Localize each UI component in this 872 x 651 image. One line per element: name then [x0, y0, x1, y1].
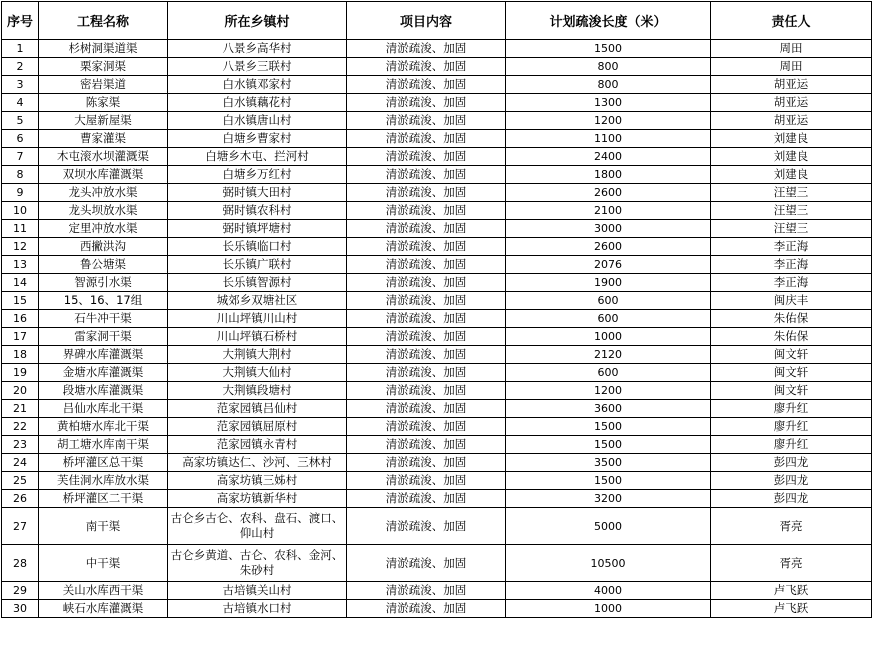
row-no: 5	[2, 112, 39, 130]
row-location: 范家园镇永青村	[168, 436, 347, 454]
row-location: 古培镇水口村	[168, 600, 347, 618]
row-no: 3	[2, 76, 39, 94]
table-row	[2, 454, 872, 472]
row-project-name: 桥坪灌区二干渠	[39, 490, 168, 508]
row-location: 川山坪镇石桥村	[168, 328, 347, 346]
row-no: 13	[2, 256, 39, 274]
row-length: 1500	[506, 436, 711, 454]
row-project-name: 关山水库西干渠	[39, 582, 168, 600]
row-location: 范家园镇吕仙村	[168, 400, 347, 418]
row-length: 800	[506, 76, 711, 94]
row-content: 清淤疏浚、加固	[347, 58, 506, 76]
row-person: 廖升红	[711, 436, 872, 454]
row-no: 4	[2, 94, 39, 112]
row-location: 城郊乡双塘社区	[168, 292, 347, 310]
row-location: 高家坊镇新华村	[168, 490, 347, 508]
row-content: 清淤疏浚、加固	[347, 292, 506, 310]
header-project-name: 工程名称	[39, 2, 168, 40]
row-project-name: 段塘水库灌溉渠	[39, 382, 168, 400]
row-content: 清淤疏浚、加固	[347, 130, 506, 148]
row-location: 弼时镇坪塘村	[168, 220, 347, 238]
row-person: 廖升红	[711, 400, 872, 418]
row-person: 闽文轩	[711, 382, 872, 400]
row-project-name: 中干渠	[39, 545, 168, 582]
table-row	[2, 328, 872, 346]
row-location: 古仑乡古仑、农科、盘石、渡口、仰山村	[168, 508, 347, 545]
row-content: 清淤疏浚、加固	[347, 274, 506, 292]
row-project-name: 桥坪灌区总干渠	[39, 454, 168, 472]
row-length: 600	[506, 310, 711, 328]
row-no: 15	[2, 292, 39, 310]
row-location: 范家园镇屈原村	[168, 418, 347, 436]
row-person: 汪望三	[711, 220, 872, 238]
row-no: 24	[2, 454, 39, 472]
table-row	[2, 166, 872, 184]
row-project-name: 南干渠	[39, 508, 168, 545]
row-person: 胥亮	[711, 508, 872, 545]
row-no: 14	[2, 274, 39, 292]
row-content: 清淤疏浚、加固	[347, 490, 506, 508]
table-row	[2, 148, 872, 166]
row-content: 清淤疏浚、加固	[347, 40, 506, 58]
row-length: 2600	[506, 184, 711, 202]
row-location: 弼时镇农科村	[168, 202, 347, 220]
row-person: 胡亚运	[711, 112, 872, 130]
row-length: 4000	[506, 582, 711, 600]
canal-dredging-table	[1, 1, 872, 618]
row-no: 2	[2, 58, 39, 76]
row-person: 闽文轩	[711, 364, 872, 382]
row-length: 800	[506, 58, 711, 76]
row-length: 2076	[506, 256, 711, 274]
row-location: 古仑乡黄道、古仑、农科、金河、朱砂村	[168, 545, 347, 582]
row-no: 21	[2, 400, 39, 418]
row-person: 刘建良	[711, 148, 872, 166]
row-location: 白水镇唐山村	[168, 112, 347, 130]
row-length: 5000	[506, 508, 711, 545]
table-row	[2, 256, 872, 274]
header-person: 责任人	[711, 2, 872, 40]
row-location: 八景乡三联村	[168, 58, 347, 76]
row-length: 1200	[506, 112, 711, 130]
row-no: 19	[2, 364, 39, 382]
row-project-name: 陈家渠	[39, 94, 168, 112]
row-no: 11	[2, 220, 39, 238]
row-length: 3500	[506, 454, 711, 472]
row-no: 20	[2, 382, 39, 400]
row-project-name: 双坝水库灌溉渠	[39, 166, 168, 184]
row-length: 1800	[506, 166, 711, 184]
row-location: 高家坊镇达仁、沙河、三林村	[168, 454, 347, 472]
row-length: 1000	[506, 600, 711, 618]
row-person: 李正海	[711, 274, 872, 292]
row-person: 朱佑保	[711, 328, 872, 346]
row-person: 刘建良	[711, 130, 872, 148]
row-length: 1900	[506, 274, 711, 292]
row-location: 长乐镇智源村	[168, 274, 347, 292]
row-length: 1000	[506, 328, 711, 346]
table-row	[2, 58, 872, 76]
row-location: 白水镇藕花村	[168, 94, 347, 112]
row-no: 23	[2, 436, 39, 454]
row-length: 1500	[506, 418, 711, 436]
table-body	[2, 40, 872, 618]
header-content: 项目内容	[347, 2, 506, 40]
row-length: 2120	[506, 346, 711, 364]
row-person: 周田	[711, 58, 872, 76]
table-row	[2, 418, 872, 436]
header-length: 计划疏浚长度（米）	[506, 2, 711, 40]
row-content: 清淤疏浚、加固	[347, 400, 506, 418]
row-content: 清淤疏浚、加固	[347, 220, 506, 238]
row-content: 清淤疏浚、加固	[347, 202, 506, 220]
row-person: 闽文轩	[711, 346, 872, 364]
row-length: 2400	[506, 148, 711, 166]
table-row	[2, 472, 872, 490]
row-project-name: 石牛冲干渠	[39, 310, 168, 328]
row-project-name: 峡石水库灌溉渠	[39, 600, 168, 618]
row-length: 3000	[506, 220, 711, 238]
row-person: 卢飞跃	[711, 582, 872, 600]
row-project-name: 西撇洪沟	[39, 238, 168, 256]
row-no: 27	[2, 508, 39, 545]
table-row	[2, 364, 872, 382]
row-location: 长乐镇临口村	[168, 238, 347, 256]
row-project-name: 龙头坝放水渠	[39, 202, 168, 220]
table-row	[2, 508, 872, 545]
row-content: 清淤疏浚、加固	[347, 256, 506, 274]
row-location: 大荆镇大仙村	[168, 364, 347, 382]
row-person: 胡亚运	[711, 94, 872, 112]
row-no: 22	[2, 418, 39, 436]
row-no: 28	[2, 545, 39, 582]
row-location: 大荆镇大荆村	[168, 346, 347, 364]
row-location: 白水镇邓家村	[168, 76, 347, 94]
table-row	[2, 202, 872, 220]
row-content: 清淤疏浚、加固	[347, 600, 506, 618]
row-person: 彭四龙	[711, 472, 872, 490]
row-content: 清淤疏浚、加固	[347, 148, 506, 166]
row-no: 16	[2, 310, 39, 328]
table-row	[2, 382, 872, 400]
row-project-name: 鲁公塘渠	[39, 256, 168, 274]
row-no: 10	[2, 202, 39, 220]
row-content: 清淤疏浚、加固	[347, 166, 506, 184]
row-no: 29	[2, 582, 39, 600]
row-person: 李正海	[711, 256, 872, 274]
table-row	[2, 545, 872, 582]
row-content: 清淤疏浚、加固	[347, 76, 506, 94]
table-row	[2, 600, 872, 618]
row-content: 清淤疏浚、加固	[347, 508, 506, 545]
row-length: 1500	[506, 472, 711, 490]
row-person: 朱佑保	[711, 310, 872, 328]
row-person: 廖升红	[711, 418, 872, 436]
row-person: 汪望三	[711, 202, 872, 220]
row-content: 清淤疏浚、加固	[347, 310, 506, 328]
row-project-name: 木屯滚水坝灌溉渠	[39, 148, 168, 166]
row-project-name: 胡工塘水库南干渠	[39, 436, 168, 454]
table-row	[2, 184, 872, 202]
row-length: 2100	[506, 202, 711, 220]
table-row	[2, 94, 872, 112]
row-no: 9	[2, 184, 39, 202]
table-row	[2, 220, 872, 238]
row-content: 清淤疏浚、加固	[347, 112, 506, 130]
table-row	[2, 40, 872, 58]
row-no: 8	[2, 166, 39, 184]
row-person: 彭四龙	[711, 454, 872, 472]
row-project-name: 大屋新屋渠	[39, 112, 168, 130]
row-project-name: 雷家洞干渠	[39, 328, 168, 346]
row-project-name: 曹家灌渠	[39, 130, 168, 148]
row-person: 周田	[711, 40, 872, 58]
table-row	[2, 490, 872, 508]
row-content: 清淤疏浚、加固	[347, 364, 506, 382]
table-row	[2, 274, 872, 292]
row-length: 1200	[506, 382, 711, 400]
row-person: 胡亚运	[711, 76, 872, 94]
row-no: 30	[2, 600, 39, 618]
row-content: 清淤疏浚、加固	[347, 582, 506, 600]
row-no: 26	[2, 490, 39, 508]
row-project-name: 金塘水库灌溉渠	[39, 364, 168, 382]
row-location: 古培镇关山村	[168, 582, 347, 600]
row-location: 川山坪镇川山村	[168, 310, 347, 328]
table-row	[2, 76, 872, 94]
row-person: 卢飞跃	[711, 600, 872, 618]
row-no: 12	[2, 238, 39, 256]
row-no: 6	[2, 130, 39, 148]
row-project-name: 栗家洞渠	[39, 58, 168, 76]
row-location: 高家坊镇三姊村	[168, 472, 347, 490]
row-content: 清淤疏浚、加固	[347, 184, 506, 202]
row-length: 1100	[506, 130, 711, 148]
row-location: 弼时镇大田村	[168, 184, 347, 202]
row-project-name: 龙头冲放水渠	[39, 184, 168, 202]
row-content: 清淤疏浚、加固	[347, 346, 506, 364]
header-no: 序号	[2, 2, 39, 40]
row-person: 彭四龙	[711, 490, 872, 508]
row-content: 清淤疏浚、加固	[347, 436, 506, 454]
row-project-name: 吕仙水库北干渠	[39, 400, 168, 418]
header-location: 所在乡镇村	[168, 2, 347, 40]
row-location: 大荆镇段塘村	[168, 382, 347, 400]
row-location: 白塘乡曹家村	[168, 130, 347, 148]
row-project-name: 界碑水库灌溉渠	[39, 346, 168, 364]
row-length: 600	[506, 364, 711, 382]
row-content: 清淤疏浚、加固	[347, 238, 506, 256]
row-length: 1300	[506, 94, 711, 112]
row-length: 3600	[506, 400, 711, 418]
row-content: 清淤疏浚、加固	[347, 418, 506, 436]
row-length: 2600	[506, 238, 711, 256]
row-length: 10500	[506, 545, 711, 582]
row-content: 清淤疏浚、加固	[347, 382, 506, 400]
row-content: 清淤疏浚、加固	[347, 545, 506, 582]
row-project-name: 15、16、17组	[39, 292, 168, 310]
row-person: 汪望三	[711, 184, 872, 202]
table-row	[2, 238, 872, 256]
table-row	[2, 292, 872, 310]
row-project-name: 智源引水渠	[39, 274, 168, 292]
row-no: 17	[2, 328, 39, 346]
row-length: 1500	[506, 40, 711, 58]
row-project-name: 黄柏塘水库北干渠	[39, 418, 168, 436]
row-location: 白塘乡万红村	[168, 166, 347, 184]
row-project-name: 密岩渠道	[39, 76, 168, 94]
row-content: 清淤疏浚、加固	[347, 94, 506, 112]
table-row	[2, 130, 872, 148]
table-row	[2, 436, 872, 454]
row-no: 7	[2, 148, 39, 166]
row-project-name: 杉树洞渠道渠	[39, 40, 168, 58]
table-row	[2, 400, 872, 418]
row-length: 600	[506, 292, 711, 310]
row-location: 八景乡高华村	[168, 40, 347, 58]
row-project-name: 定里冲放水渠	[39, 220, 168, 238]
row-location: 白塘乡木屯、拦河村	[168, 148, 347, 166]
row-person: 李正海	[711, 238, 872, 256]
row-no: 18	[2, 346, 39, 364]
header-row	[2, 2, 872, 40]
row-person: 闽庆丰	[711, 292, 872, 310]
table-row	[2, 112, 872, 130]
row-person: 刘建良	[711, 166, 872, 184]
row-project-name: 芙佳洞水库放水渠	[39, 472, 168, 490]
row-location: 长乐镇广联村	[168, 256, 347, 274]
row-length: 3200	[506, 490, 711, 508]
table-row	[2, 346, 872, 364]
row-person: 胥亮	[711, 545, 872, 582]
table-row	[2, 310, 872, 328]
row-no: 25	[2, 472, 39, 490]
row-no: 1	[2, 40, 39, 58]
row-content: 清淤疏浚、加固	[347, 454, 506, 472]
row-content: 清淤疏浚、加固	[347, 472, 506, 490]
table-row	[2, 582, 872, 600]
row-content: 清淤疏浚、加固	[347, 328, 506, 346]
